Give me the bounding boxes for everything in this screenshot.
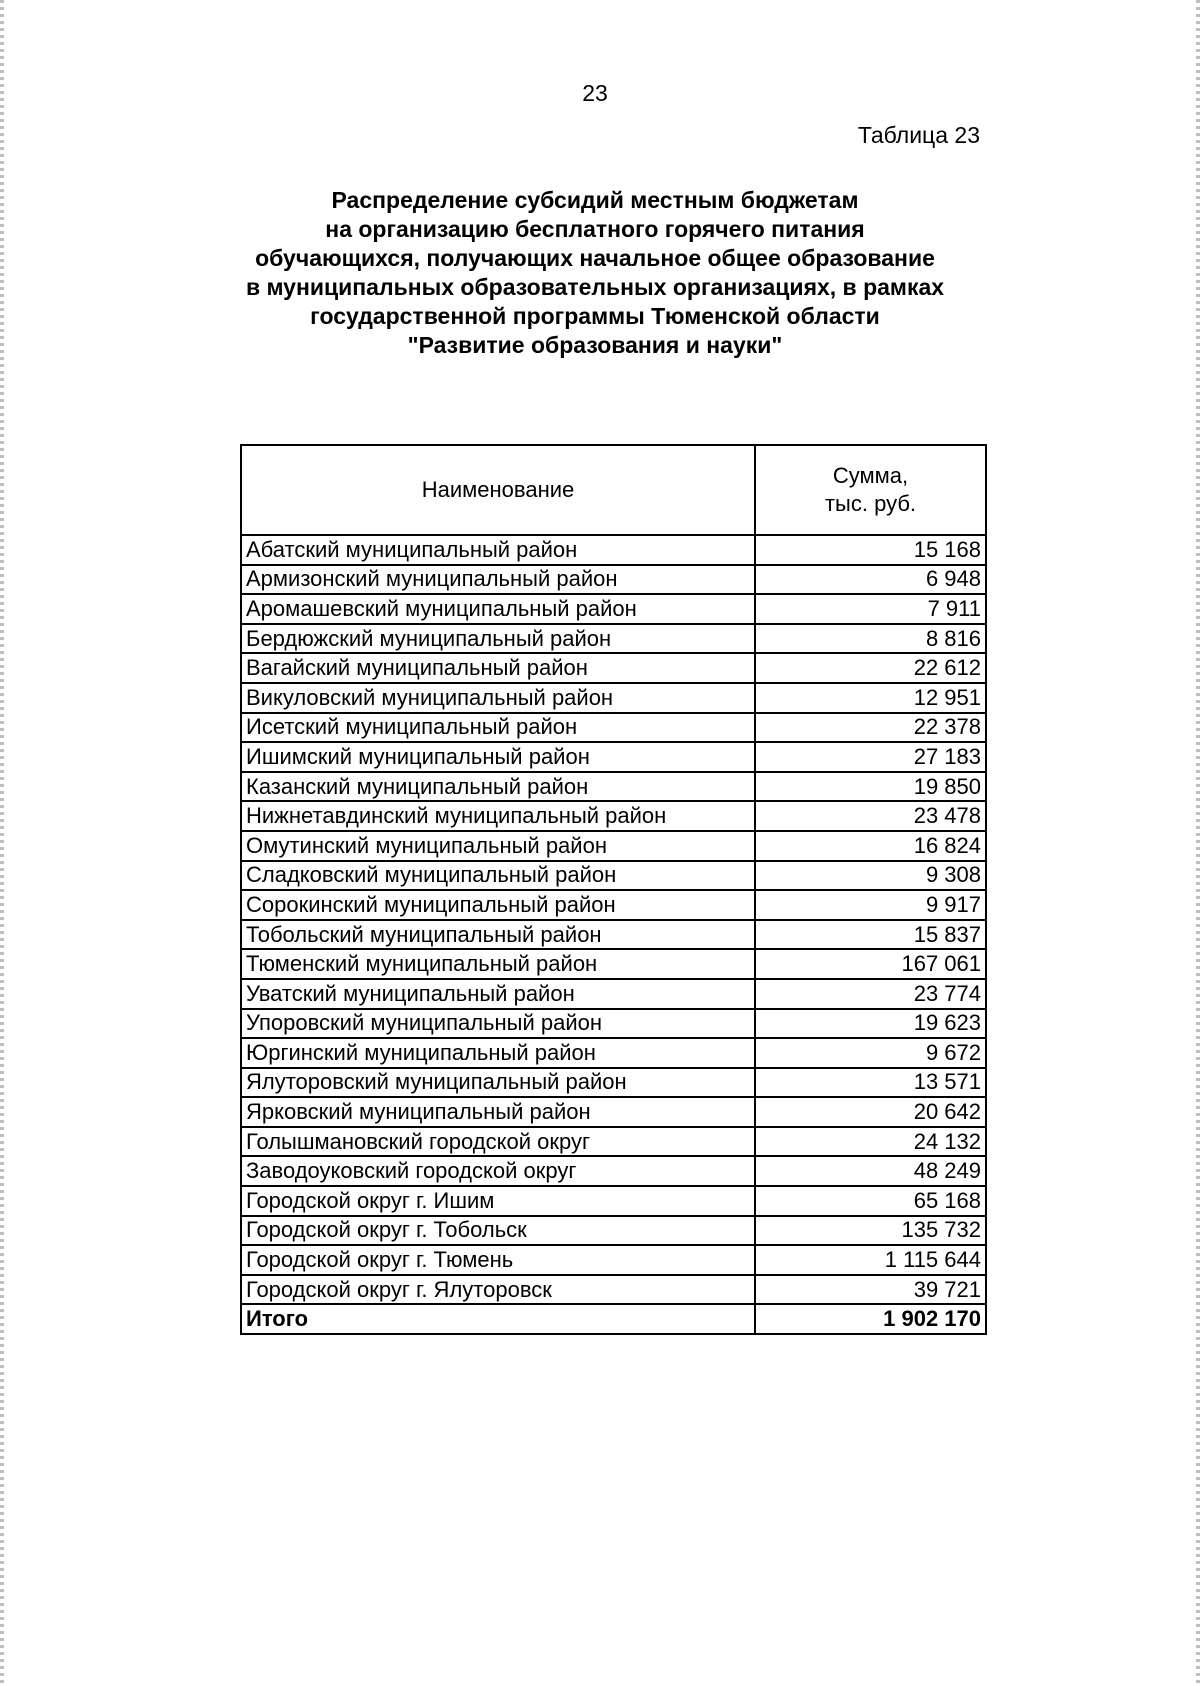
table-row [241, 890, 986, 920]
row-sum: 19 850 [755, 772, 986, 802]
row-sum: 8 816 [755, 624, 986, 654]
table-label: Таблица 23 [857, 122, 980, 148]
row-name: Аромашевский муниципальный район [241, 594, 755, 624]
title-line: обучающихся, получающих начальное общее образование [255, 245, 935, 271]
row-name: Викуловский муниципальный район [241, 683, 755, 713]
row-sum: 22 612 [755, 653, 986, 683]
row-name: Юргинский муниципальный район [241, 1038, 755, 1068]
table-row [241, 1038, 986, 1068]
scan-edge-left [0, 0, 4, 1686]
title-line: на организацию бесплатного горячего питания [325, 216, 865, 242]
table-row [241, 713, 986, 743]
table-row [241, 801, 986, 831]
row-sum: 19 623 [755, 1009, 986, 1039]
row-name: Городской округ г. Ишим [241, 1186, 755, 1216]
row-name: Ишимский муниципальный район [241, 742, 755, 772]
table-row [241, 861, 986, 891]
row-sum: 6 948 [755, 565, 986, 595]
row-sum: 16 824 [755, 831, 986, 861]
table-row [241, 949, 986, 979]
table-row [241, 683, 986, 713]
title-line: государственной программы Тюменской области [310, 303, 880, 329]
header-sum-line2: тыс. руб. [824, 491, 917, 516]
table-row [241, 1186, 986, 1216]
row-name: Нижнетавдинский муниципальный район [241, 801, 755, 831]
table-row [241, 1216, 986, 1246]
row-sum: 13 571 [755, 1068, 986, 1098]
table-row [241, 1009, 986, 1039]
row-sum: 9 917 [755, 890, 986, 920]
row-sum: 9 672 [755, 1038, 986, 1068]
scan-edge-right [1196, 0, 1200, 1686]
table-row [241, 565, 986, 595]
table-row [241, 1097, 986, 1127]
table-row [241, 979, 986, 1009]
row-sum: 27 183 [755, 742, 986, 772]
row-sum: 7 911 [755, 594, 986, 624]
row-name: Городской округ г. Тюмень [241, 1245, 755, 1275]
table-row [241, 772, 986, 802]
subsidy-table [240, 444, 987, 1335]
row-sum: 23 774 [755, 979, 986, 1009]
row-name: Исетский муниципальный район [241, 713, 755, 743]
row-name: Армизонский муниципальный район [241, 565, 755, 595]
table-row [241, 653, 986, 683]
row-name: Тюменский муниципальный район [241, 949, 755, 979]
row-name: Голышмановский городской округ [241, 1127, 755, 1157]
row-name: Городской округ г. Тобольск [241, 1216, 755, 1246]
row-name: Абатский муниципальный район [241, 535, 755, 565]
row-name: Омутинский муниципальный район [241, 831, 755, 861]
row-name: Сладковский муниципальный район [241, 861, 755, 891]
row-name: Городской округ г. Ялуторовск [241, 1275, 755, 1305]
row-sum: 12 951 [755, 683, 986, 713]
row-sum: 65 168 [755, 1186, 986, 1216]
row-name: Заводоуковский городской округ [241, 1156, 755, 1186]
row-sum: 22 378 [755, 713, 986, 743]
table-row [241, 535, 986, 565]
table-row [241, 1156, 986, 1186]
row-name: Казанский муниципальный район [241, 772, 755, 802]
row-sum: 15 837 [755, 920, 986, 950]
table-row [241, 594, 986, 624]
row-sum: 24 132 [755, 1127, 986, 1157]
table-row [241, 1068, 986, 1098]
title-line: Распределение субсидий местным бюджетам [331, 187, 859, 213]
table-row [241, 831, 986, 861]
document-title [200, 186, 990, 360]
table-row [241, 1275, 986, 1305]
title-line: "Развитие образования и науки" [407, 332, 783, 358]
total-sum: 1 902 170 [755, 1304, 986, 1334]
table-row [241, 624, 986, 654]
header-name: Наименование [241, 445, 755, 535]
row-sum: 135 732 [755, 1216, 986, 1246]
table-row [241, 742, 986, 772]
table-body [241, 535, 986, 1334]
header-sum-line1: Сумма, [832, 463, 909, 488]
row-name: Упоровский муниципальный район [241, 1009, 755, 1039]
table-row [241, 1245, 986, 1275]
row-name: Ярковский муниципальный район [241, 1097, 755, 1127]
row-sum: 20 642 [755, 1097, 986, 1127]
row-name: Бердюжский муниципальный район [241, 624, 755, 654]
row-sum: 48 249 [755, 1156, 986, 1186]
row-sum: 39 721 [755, 1275, 986, 1305]
table-header-row [241, 445, 986, 535]
row-sum: 1 115 644 [755, 1245, 986, 1275]
row-name: Уватский муниципальный район [241, 979, 755, 1009]
row-name: Тобольский муниципальный район [241, 920, 755, 950]
row-sum: 9 308 [755, 861, 986, 891]
row-name: Сорокинский муниципальный район [241, 890, 755, 920]
row-name: Ялуторовский муниципальный район [241, 1068, 755, 1098]
header-sum [755, 445, 986, 535]
total-label: Итого [241, 1304, 755, 1334]
table-row [241, 920, 986, 950]
row-sum: 23 478 [755, 801, 986, 831]
row-sum: 15 168 [755, 535, 986, 565]
page-number: 23 [582, 80, 608, 106]
row-sum: 167 061 [755, 949, 986, 979]
title-line: в муниципальных образовательных организациях, в рамках [245, 274, 945, 300]
total-row [241, 1304, 986, 1334]
table-row [241, 1127, 986, 1157]
row-name: Вагайский муниципальный район [241, 653, 755, 683]
